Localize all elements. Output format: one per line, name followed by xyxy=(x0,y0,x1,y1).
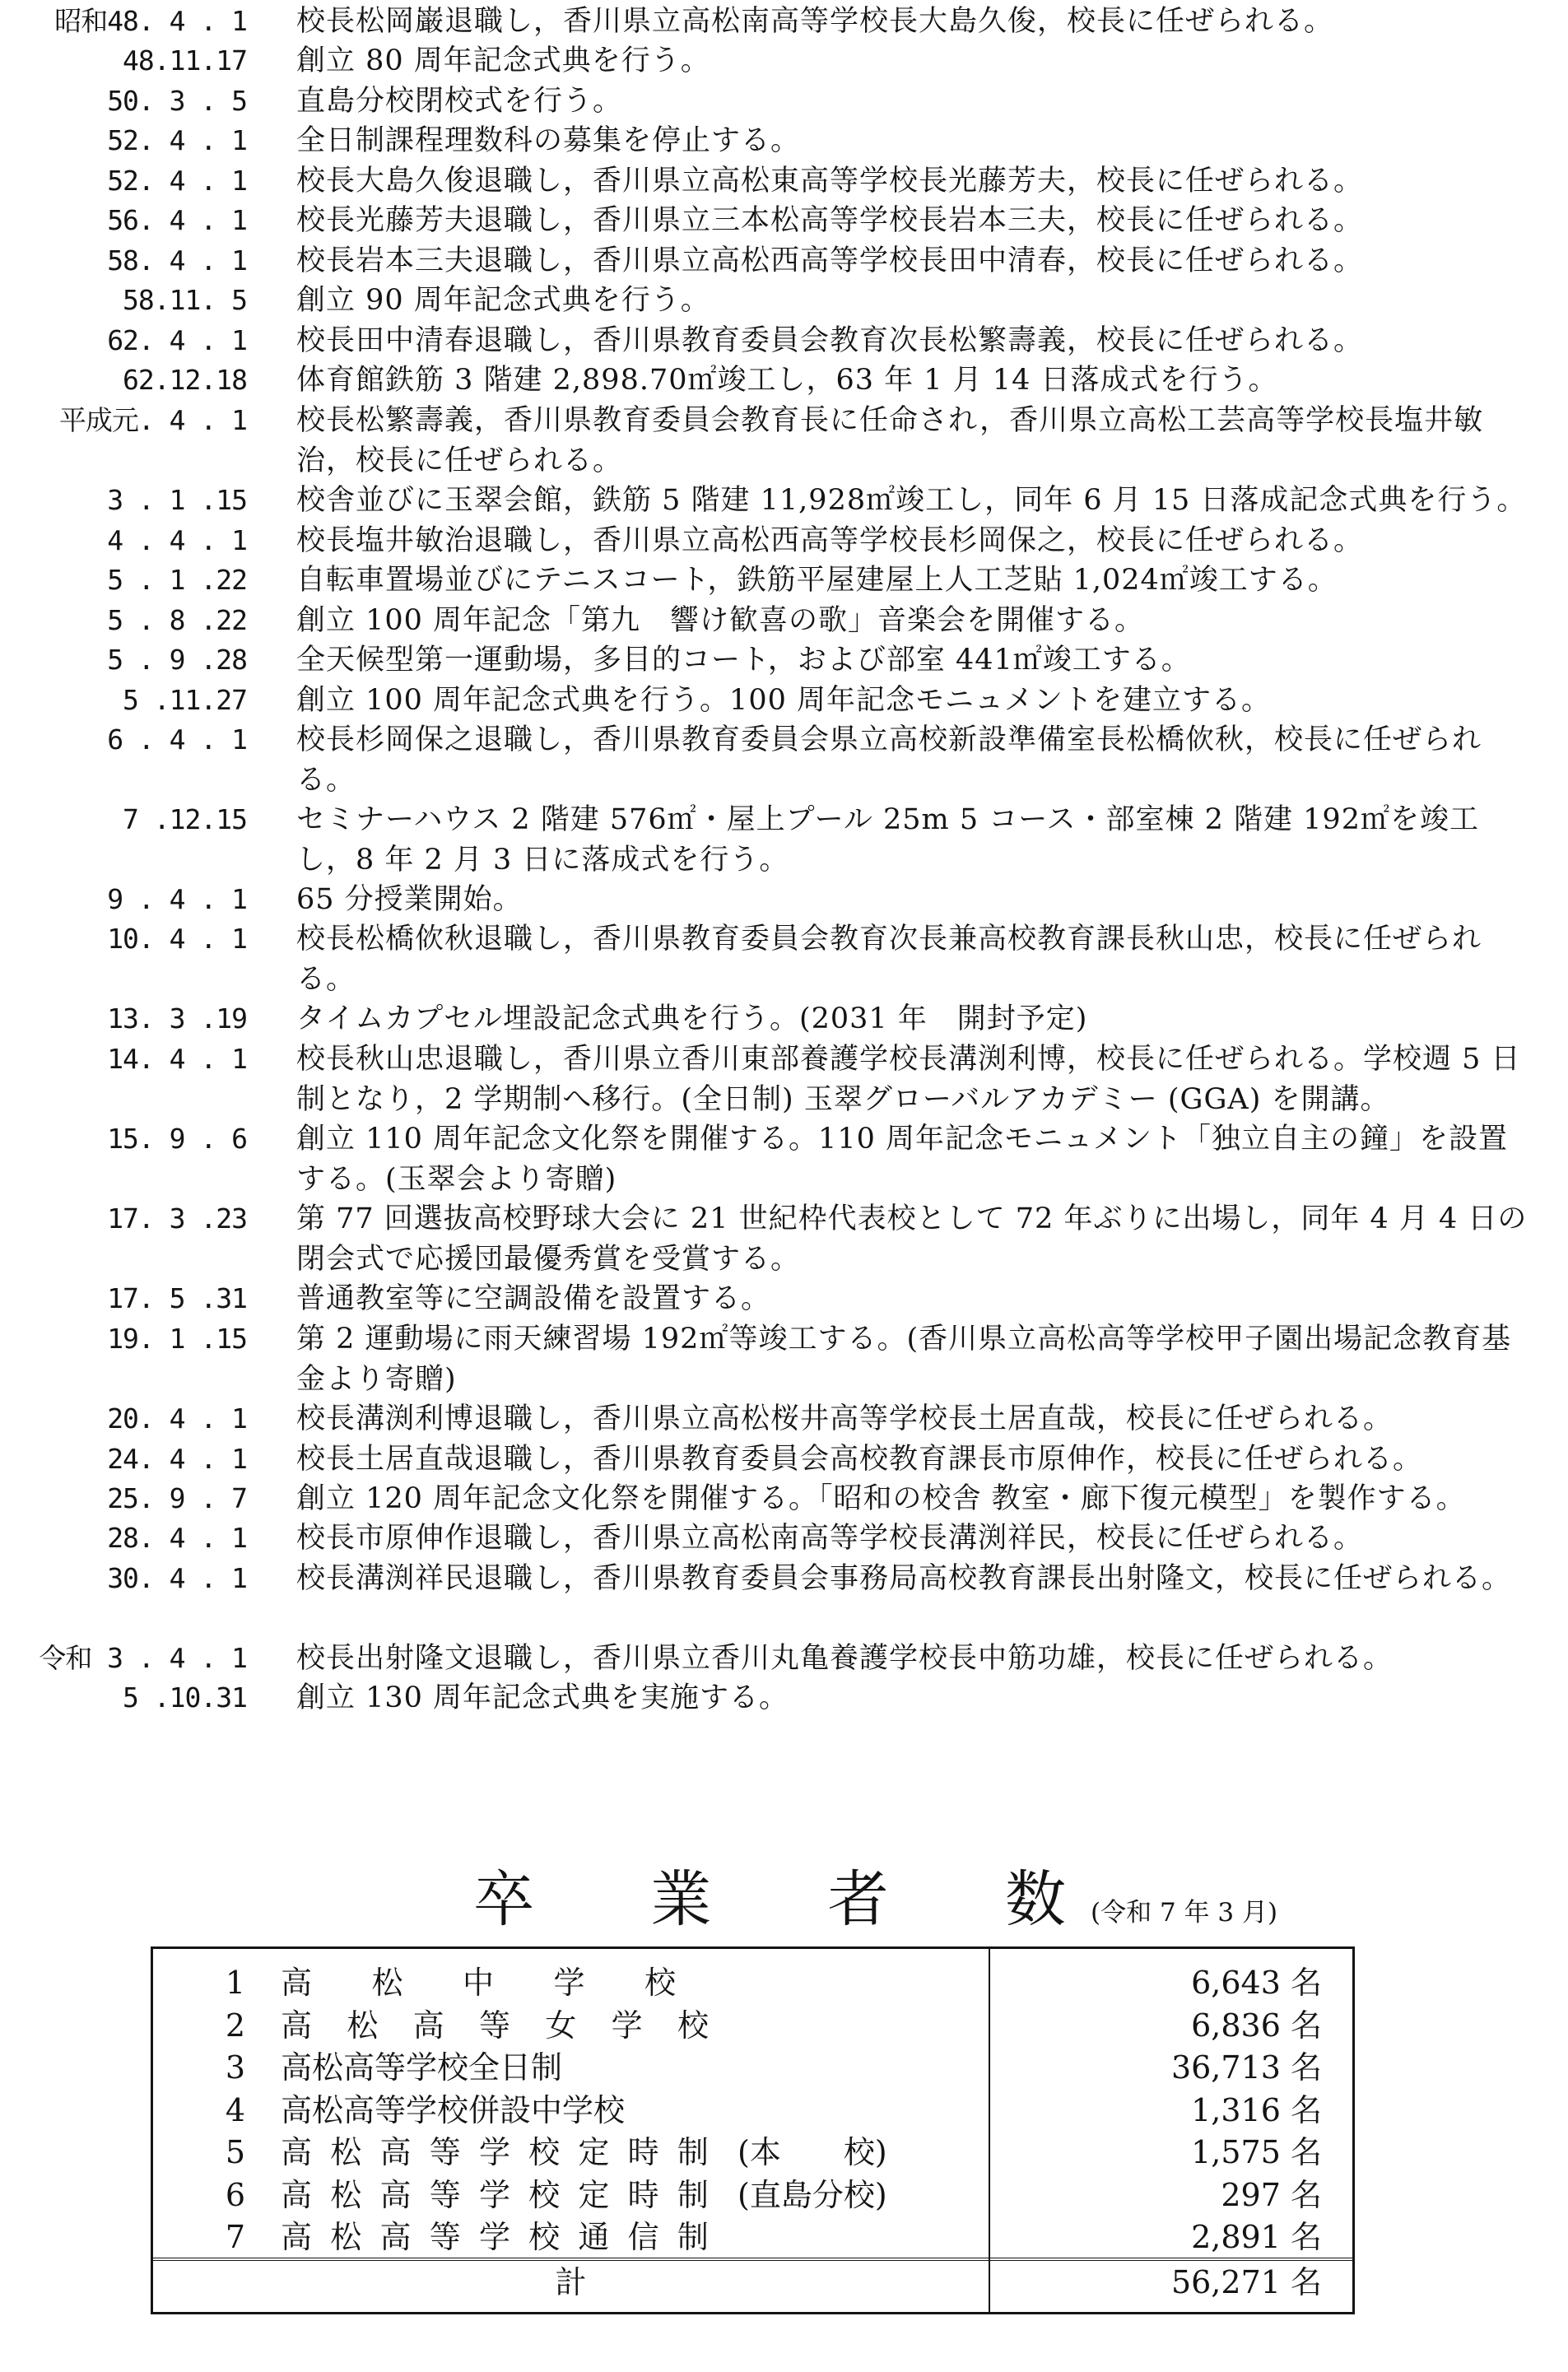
entry-text: 普通教室等に空調設備を設置する。 xyxy=(296,1282,771,1315)
name-char: 高 xyxy=(379,2219,412,2255)
entry-text: 校長大島久俊退職し，香川県立高松東高等学校長光藤芳夫，校長に任ぜられる。 xyxy=(296,165,1364,198)
entry-text: 直島分校閉校式を行う。 xyxy=(296,85,623,118)
row-number: 6 xyxy=(225,2176,246,2213)
timeline-entry xyxy=(0,601,1568,640)
entry-date: 4 . 4 . 1 xyxy=(107,524,247,556)
entry-text: 校長松橋佽秋退職し，香川県教育委員会教育次長兼高校教育課長秋山忠，校長に任ぜられる。 xyxy=(296,923,1482,996)
name-char: 等 xyxy=(429,2134,461,2170)
total-row xyxy=(153,2258,1352,2306)
timeline-entry xyxy=(0,521,1568,560)
table-row xyxy=(153,2171,1352,2219)
name-char: 高 xyxy=(281,1965,313,2001)
name-char: 学 xyxy=(478,2219,510,2255)
entry-date: 50. 3 . 5 xyxy=(107,85,247,117)
entry-text: 創立 110 周年記念文化祭を開催する。110 周年記念モニュメント「独立自主の鐘」を設置する。(玉翠会より寄贈) xyxy=(296,1123,1508,1196)
timeline-entry xyxy=(0,1678,1568,1718)
timeline-entry xyxy=(0,800,1568,880)
name-char: 中 xyxy=(462,1965,494,2001)
table-row xyxy=(153,2213,1352,2261)
timeline-entry xyxy=(0,121,1568,160)
entry-text: 創立 130 周年記念式典を実施する。 xyxy=(296,1681,789,1714)
row-number: 2 xyxy=(225,2007,246,2044)
graduate-count: 297 名 xyxy=(1221,2176,1322,2213)
timeline-entry xyxy=(0,1319,1568,1399)
entry-text: タイムカプセル埋設記念式典を行う。(2031 年 開封予定) xyxy=(296,1002,1088,1035)
entry-text: 創立 120 周年記念文化祭を開催する。「昭和の校舎 教室・廊下復元模型」を製作する。 xyxy=(296,1482,1466,1515)
name-char: 通 xyxy=(578,2219,610,2255)
entry-date: 5 .11.27 xyxy=(123,684,247,716)
graduate-count: 2,891 名 xyxy=(1191,2219,1322,2255)
timeline-entry xyxy=(0,481,1568,520)
table-row xyxy=(153,2086,1352,2134)
entry-text: 校長松繁壽義，香川県教育委員会教育長に任命され，香川県立高松工芸高等学校長塩井敏治，校長に任ぜられる。 xyxy=(296,404,1484,477)
name-char: 学 xyxy=(478,2134,510,2170)
entry-date: 56. 4 . 1 xyxy=(107,204,247,236)
entry-date: 7 .12.15 xyxy=(123,803,247,835)
entry-date: 6 . 4 . 1 xyxy=(107,723,247,756)
school-name xyxy=(281,2002,709,2049)
total-label: 計 xyxy=(555,2264,587,2300)
timeline-entry xyxy=(0,720,1568,800)
entry-date: 52. 4 . 1 xyxy=(107,165,247,197)
entry-date: 28. 4 . 1 xyxy=(107,1522,247,1554)
name-char: 松 xyxy=(347,2007,379,2044)
entry-text: 校舎並びに玉翠会館，鉄筋 5 階建 11,928㎡竣工し，同年 6 月 15 日落成記念式典を行う。 xyxy=(296,484,1527,517)
name-char: 等 xyxy=(429,2176,461,2213)
school-name xyxy=(281,2171,709,2219)
school-name xyxy=(281,1959,676,2007)
name-char: 定 xyxy=(578,2176,610,2213)
entry-date: 48.11.17 xyxy=(123,44,247,77)
entry-date: 17. 5 .31 xyxy=(107,1282,247,1314)
timeline-entry xyxy=(0,321,1568,360)
entry-date: 58. 4 . 1 xyxy=(107,244,247,277)
entry-text: セミナーハウス 2 階建 576㎡・屋上プール 25m 5 コース・部室棟 2 階建 192㎡を竣工し，8 年 2 月 3 日に落成式を行う。 xyxy=(296,803,1479,877)
timeline-entry xyxy=(0,681,1568,720)
name-char: 等 xyxy=(429,2219,461,2255)
title-char: 卒 xyxy=(473,1864,534,1935)
name-char: 校 xyxy=(528,2176,561,2213)
graduate-count: 1,575 名 xyxy=(1191,2134,1322,2170)
entry-date: 昭和48. 4 . 1 xyxy=(54,5,247,37)
school-name xyxy=(281,2213,709,2261)
table-row xyxy=(153,1959,1352,2007)
graduates-title xyxy=(473,1858,1066,1941)
timeline-entry xyxy=(0,880,1568,919)
entry-text: 校長溝渕祥民退職し，香川県教育委員会事務局高校教育課長出射隆文，校長に任ぜられる。 xyxy=(296,1562,1512,1595)
timeline-entry xyxy=(0,360,1568,400)
entry-text: 校長出射隆文退職し，香川県立香川丸亀養護学校長中筋功雄，校長に任ぜられる。 xyxy=(296,1642,1394,1675)
row-number: 5 xyxy=(225,2134,246,2170)
entry-date: 3 . 1 .15 xyxy=(107,484,247,516)
name-char: 制 xyxy=(677,2176,709,2213)
branch-label: (直島分校) xyxy=(737,2176,887,2213)
entry-text: 校長土居直哉退職し，香川県教育委員会高校教育課長市原伸作，校長に任ぜられる。 xyxy=(296,1443,1423,1476)
timeline-entry xyxy=(0,1199,1568,1279)
timeline-entry xyxy=(0,1039,1568,1119)
name-char: 校 xyxy=(644,1965,676,2001)
entry-date: 5 . 9 .28 xyxy=(107,644,247,676)
timeline-entry xyxy=(0,201,1568,240)
timeline-entry xyxy=(0,640,1568,680)
timeline-entry xyxy=(0,999,1568,1039)
entry-date: 15. 9 . 6 xyxy=(107,1123,247,1155)
row-number: 4 xyxy=(225,2091,246,2128)
name-char: 松 xyxy=(330,2219,362,2255)
title-char: 数 xyxy=(1004,1864,1066,1935)
name-char: 校 xyxy=(677,2007,709,2044)
name-char: 松 xyxy=(330,2134,362,2170)
entry-text: 校長塩井敏治退職し，香川県立高松西高等学校長杉岡保之，校長に任ぜられる。 xyxy=(296,524,1364,557)
name-char: 等 xyxy=(478,2007,510,2044)
timeline-entry xyxy=(0,1279,1568,1319)
entry-text: 創立 80 周年記念式典を行う。 xyxy=(296,44,710,77)
table-row xyxy=(153,2128,1352,2176)
entry-date: 19. 1 .15 xyxy=(107,1323,247,1355)
entry-text: 校長田中清春退職し，香川県教育委員会教育次長松繁壽義，校長に任ぜられる。 xyxy=(296,324,1364,357)
school-name xyxy=(281,2128,709,2176)
entry-date: 25. 9 . 7 xyxy=(107,1482,247,1514)
name-char: 定 xyxy=(578,2134,610,2170)
entry-date: 10. 4 . 1 xyxy=(107,923,247,955)
timeline-entry xyxy=(0,1439,1568,1479)
entry-date: 62.12.18 xyxy=(123,364,247,396)
row-number: 3 xyxy=(225,2049,246,2086)
entry-text: 創立 100 周年記念式典を行う。100 周年記念モニュメントを建立する。 xyxy=(296,684,1271,717)
timeline-entry xyxy=(0,1519,1568,1558)
entry-text: 第 2 運動場に雨天練習場 192㎡等竣工する。(香川県立高松高等学校甲子園出場記念教育基金より寄贈) xyxy=(296,1323,1512,1396)
name-char: 高 xyxy=(379,2134,412,2170)
total-count: 56,271 名 xyxy=(1170,2264,1322,2300)
entry-date: 62. 4 . 1 xyxy=(107,324,247,356)
graduate-count: 1,316 名 xyxy=(1191,2091,1322,2128)
entry-date: 令和 3 . 4 . 1 xyxy=(39,1642,247,1674)
entry-text: 校長秋山忠退職し，香川県立香川東部養護学校長溝渕利博，校長に任ぜられる。学校週 5 日制となり，2 学期制へ移行。(全日制) 玉翠グローバルアカデミー (GGA) を開講。 xyxy=(296,1043,1521,1116)
timeline-entry xyxy=(0,241,1568,281)
school-name: 高松高等学校全日制 xyxy=(281,2049,563,2086)
school-name: 高松高等学校併設中学校 xyxy=(281,2091,626,2128)
timeline-entry xyxy=(0,2,1568,41)
name-char: 高 xyxy=(281,2219,313,2255)
graduate-count: 6,643 名 xyxy=(1191,1965,1322,2001)
entry-text: 校長溝渕利博退職し，香川県立高松桜井高等学校長土居直哉，校長に任ぜられる。 xyxy=(296,1402,1394,1435)
name-char: 学 xyxy=(478,2176,510,2213)
timeline-entry xyxy=(0,41,1568,81)
name-char: 校 xyxy=(528,2134,561,2170)
entry-text: 校長杉岡保之退職し，香川県教育委員会県立高校新設準備室長松橋佽秋，校長に任ぜられる。 xyxy=(296,723,1482,797)
name-char: 時 xyxy=(627,2176,659,2213)
timeline-entry xyxy=(0,1559,1568,1639)
name-char: 校 xyxy=(528,2219,561,2255)
entry-text: 創立 100 周年記念「第九 響け歓喜の歌」音楽会を開催する。 xyxy=(296,604,1145,637)
graduates-as-of-date: (令和 7 年 3 月) xyxy=(1091,1898,1278,1928)
entry-text: 65 分授業開始。 xyxy=(296,883,523,916)
name-char: 高 xyxy=(412,2007,444,2044)
name-char: 学 xyxy=(611,2007,643,2044)
row-number: 7 xyxy=(225,2219,246,2255)
name-char: 制 xyxy=(677,2134,709,2170)
entry-date: 平成元. 4 . 1 xyxy=(58,404,247,436)
timeline-entry xyxy=(0,161,1568,201)
graduate-count: 36,713 名 xyxy=(1170,2049,1322,2086)
timeline-entry xyxy=(0,1479,1568,1519)
name-char: 制 xyxy=(677,2219,709,2255)
entry-text: 校長岩本三夫退職し，香川県立高松西高等学校長田中清春，校長に任ぜられる。 xyxy=(296,244,1364,277)
entry-date: 9 . 4 . 1 xyxy=(107,883,247,915)
entry-text: 校長市原伸作退職し，香川県立高松南高等学校長溝渕祥民，校長に任ぜられる。 xyxy=(296,1522,1364,1555)
timeline-entry xyxy=(0,401,1568,481)
entry-text: 自転車置場並びにテニスコート，鉄筋平屋建屋上人工芝貼 1,024㎡竣工する。 xyxy=(296,564,1338,597)
entry-date: 5 . 8 .22 xyxy=(107,604,247,636)
name-char: 学 xyxy=(553,1965,585,2001)
timeline-entry xyxy=(0,919,1568,999)
entry-date: 13. 3 .19 xyxy=(107,1002,247,1035)
entry-text: 創立 90 周年記念式典を行う。 xyxy=(296,284,710,317)
name-char: 高 xyxy=(281,2134,313,2170)
entry-date: 58.11. 5 xyxy=(123,284,247,316)
name-char: 女 xyxy=(545,2007,577,2044)
timeline-entry xyxy=(0,281,1568,320)
entry-date: 14. 4 . 1 xyxy=(107,1043,247,1075)
timeline-entry xyxy=(0,1399,1568,1439)
name-char: 松 xyxy=(371,1965,403,2001)
name-char: 高 xyxy=(281,2007,313,2044)
entry-date: 20. 4 . 1 xyxy=(107,1402,247,1435)
name-char: 高 xyxy=(379,2176,412,2213)
timeline-entry xyxy=(0,1639,1568,1678)
name-char: 信 xyxy=(627,2219,659,2255)
graduates-table xyxy=(151,1946,1355,2314)
table-row xyxy=(153,2002,1352,2049)
name-char: 松 xyxy=(330,2176,362,2213)
title-char: 業 xyxy=(650,1864,712,1935)
entry-date: 52. 4 . 1 xyxy=(107,124,247,156)
graduate-count: 6,836 名 xyxy=(1191,2007,1322,2044)
timeline-entry xyxy=(0,1119,1568,1199)
table-row xyxy=(153,2044,1352,2091)
title-char: 者 xyxy=(827,1864,889,1935)
entry-date: 5 . 1 .22 xyxy=(107,564,247,596)
entry-text: 校長松岡巌退職し，香川県立高松南高等学校長大島久俊，校長に任ぜられる。 xyxy=(296,5,1334,38)
timeline-entry xyxy=(0,81,1568,121)
entry-text: 全日制課程理数科の募集を停止する。 xyxy=(296,124,801,157)
entry-date: 24. 4 . 1 xyxy=(107,1443,247,1475)
name-char: 高 xyxy=(281,2176,313,2213)
entry-date: 17. 3 .23 xyxy=(107,1202,247,1235)
entry-text: 体育館鉄筋 3 階建 2,898.70㎡竣工し，63 年 1 月 14 日落成式を行う。 xyxy=(296,364,1278,397)
entry-date: 5 .10.31 xyxy=(123,1681,247,1714)
row-number: 1 xyxy=(225,1965,246,2001)
name-char: 時 xyxy=(627,2134,659,2170)
timeline-entry xyxy=(0,560,1568,600)
entry-date: 30. 4 . 1 xyxy=(107,1562,247,1594)
entry-text: 全天候型第一運動場，多目的コート，および部室 441㎡竣工する。 xyxy=(296,644,1191,677)
entry-text: 第 77 回選抜高校野球大会に 21 世紀枠代表校として 72 年ぶりに出場し，同年 4 月 4 日の閉会式で応援団最優秀賞を受賞する。 xyxy=(296,1202,1528,1276)
entry-text: 校長光藤芳夫退職し，香川県立三本松高等学校長岩本三夫，校長に任ぜられる。 xyxy=(296,204,1364,237)
branch-label: (本 校) xyxy=(737,2134,887,2170)
